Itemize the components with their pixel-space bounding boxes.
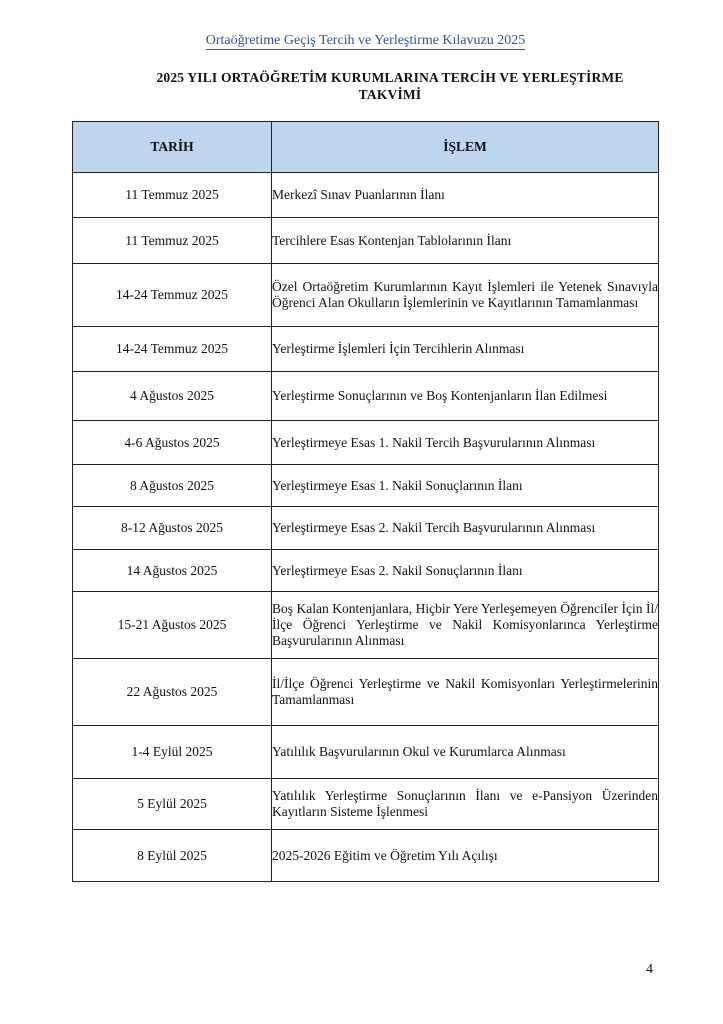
table-row <box>73 218 659 264</box>
table-row <box>73 550 659 592</box>
operation-cell: Merkezî Sınav Puanlarının İlanı <box>272 173 659 218</box>
table-row <box>73 726 659 779</box>
table-header-row <box>73 122 659 173</box>
table-row <box>73 264 659 327</box>
schedule-table <box>72 121 659 882</box>
table-row <box>73 173 659 218</box>
operation-cell: Yerleştirme Sonuçlarının ve Boş Kontenjanların İlan Edilmesi <box>272 372 659 421</box>
page-header-text: Ortaöğretime Geçiş Tercih ve Yerleştirme Kılavuzu 2025 <box>205 33 526 48</box>
date-cell: 4-6 Ağustos 2025 <box>73 421 272 465</box>
table-row <box>73 327 659 372</box>
date-cell: 14-24 Temmuz 2025 <box>73 264 272 327</box>
table-row <box>73 372 659 421</box>
operation-cell: Yatılılık Başvurularının Okul ve Kurumlarca Alınması <box>272 726 659 779</box>
date-cell: 11 Temmuz 2025 <box>73 218 272 264</box>
operation-cell: Yerleştirmeye Esas 2. Nakil Tercih Başvurularının Alınması <box>272 507 659 550</box>
table-row <box>73 421 659 465</box>
operation-cell: Tercihlere Esas Kontenjan Tablolarının İlanı <box>272 218 659 264</box>
operation-cell: Özel Ortaöğretim Kurumlarının Kayıt İşlemleri ile Yetenek Sınavıyla Öğrenci Alan Okulların İşlemlerinin ve Kayıtlarının Tamamlanması <box>272 264 659 327</box>
operation-cell: Yerleştirmeye Esas 1. Nakil Tercih Başvurularının Alınması <box>272 421 659 465</box>
date-cell: 8 Eylül 2025 <box>73 830 272 882</box>
operation-cell: Yerleştirmeye Esas 2. Nakil Sonuçlarının İlanı <box>272 550 659 592</box>
table-row <box>73 465 659 507</box>
document-title: 2025 YILI ORTAÖĞRETİM KURUMLARINA TERCİH VE YERLEŞTİRME TAKVİMİ <box>156 70 624 102</box>
date-cell: 11 Temmuz 2025 <box>73 173 272 218</box>
date-cell: 8 Ağustos 2025 <box>73 465 272 507</box>
operation-cell: Boş Kalan Kontenjanlara, Hiçbir Yere Yerleşemeyen Öğrenciler İçin İl/İlçe Öğrenci Yerleştirme ve Nakil Komisyonlarınca Yerleştirme Başvurularının Alınması <box>272 592 659 659</box>
operation-cell: Yerleştirme İşlemleri İçin Tercihlerin Alınması <box>272 327 659 372</box>
date-cell: 14-24 Temmuz 2025 <box>73 327 272 372</box>
date-cell: 22 Ağustos 2025 <box>73 659 272 726</box>
table-row <box>73 830 659 882</box>
operation-cell: İl/İlçe Öğrenci Yerleştirme ve Nakil Komisyonları Yerleştirmelerinin Tamamlanması <box>272 659 659 726</box>
table-row <box>73 507 659 550</box>
table-row <box>73 659 659 726</box>
table-row <box>73 779 659 830</box>
operation-cell: Yerleştirmeye Esas 1. Nakil Sonuçlarının İlanı <box>272 465 659 507</box>
column-header-date: TARİH <box>73 122 272 173</box>
date-cell: 4 Ağustos 2025 <box>73 372 272 421</box>
date-cell: 8-12 Ağustos 2025 <box>73 507 272 550</box>
date-cell: 15-21 Ağustos 2025 <box>73 592 272 659</box>
date-cell: 14 Ağustos 2025 <box>73 550 272 592</box>
date-cell: 5 Eylül 2025 <box>73 779 272 830</box>
page-number: 4 <box>646 962 653 977</box>
table-row <box>73 592 659 659</box>
date-cell: 1-4 Eylül 2025 <box>73 726 272 779</box>
column-header-operation: İŞLEM <box>272 122 659 173</box>
operation-cell: Yatılılık Yerleştirme Sonuçlarının İlanı ve e-Pansiyon Üzerinden Kayıtların Sisteme İşlenmesi <box>272 779 659 830</box>
operation-cell: 2025-2026 Eğitim ve Öğretim Yılı Açılışı <box>272 830 659 882</box>
page-header <box>0 33 723 49</box>
